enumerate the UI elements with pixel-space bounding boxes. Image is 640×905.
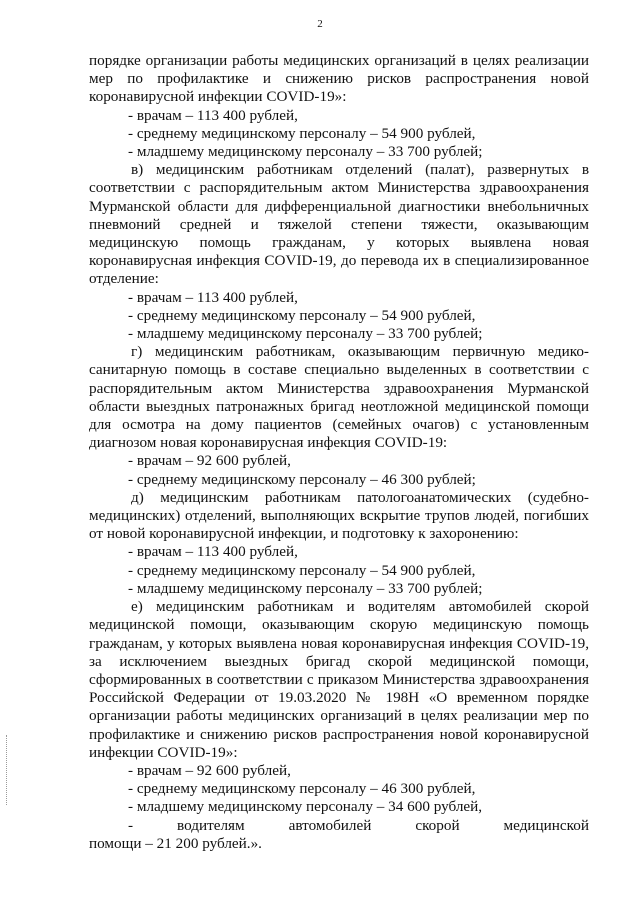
page-number: 2 xyxy=(317,18,323,30)
paragraph-g: г) медицинским работникам, оказывающим первичную медико-санитарную помощь в составе специально выделенных в соответствии с распорядительным актом Министерства здравоохранения Мурманской области выездных патронажных бригад неотложной медицинской помощи для осмотра на дому пациентов (семейных очагов) с установленным диагнозом новая коронавирусная инфекция COVID-19: xyxy=(89,343,589,452)
list-item-drivers-tail: помощи – 21 200 рублей.». xyxy=(89,834,262,852)
list-item: - младшему медицинскому персоналу – 34 600 рублей, xyxy=(128,798,483,816)
list-item: - врачам – 92 600 рублей, xyxy=(128,452,291,470)
paragraph-e: е) медицинским работникам и водителям автомобилей скорой медицинской помощи, оказывающим скорую медицинскую помощь гражданам, у которых выявлена новая коронавирусная инфекция COVID-19, за исключением выездных бригад скорой медицинской помощи, сформированных в соответствии с приказом Министерства здравоохранения Российской Федерации от 19.03.2020 № 198Н «О временном порядке организации работы медицинских организаций в целях реализации мер по профилактике и снижению рисков распространения новой коронавирусной инфекции COVID-19»: xyxy=(89,598,589,761)
list-item: - врачам – 113 400 рублей, xyxy=(128,288,298,306)
list-item: - младшему медицинскому персоналу – 33 700 рублей; xyxy=(128,143,483,161)
paragraph-v: в) медицинским работникам отделений (палат), развернутых в соответствии с распорядительным актом Министерства здравоохранения Мурманской области для дифференциальной диагностики внебольничных пневмоний средней и тяжелой степени тяжести, оказывающим медицинскую помощь гражданам, у которых выявлена новая коронавирусная инфекция COVID-19, до перевода их в специализированное отделение: xyxy=(89,161,589,288)
paragraph-d: д) медицинским работникам патологоанатомических (судебно-медицинских) отделений, выполняющих вскрытие трупов людей, погибших от новой коронавирусной инфекции, и подготовку к захоронению: xyxy=(89,488,589,543)
list-item-drivers: - водителям автомобилей скорой медицинской xyxy=(128,816,589,834)
list-item: - младшему медицинскому персоналу – 33 700 рублей; xyxy=(128,579,483,597)
list-item: - младшему медицинскому персоналу – 33 700 рублей; xyxy=(128,325,483,343)
list-item: - врачам – 113 400 рублей, xyxy=(128,543,298,561)
document-body xyxy=(89,52,589,853)
intro-paragraph: порядке организации работы медицинских организаций в целях реализации мер по профилактике и снижению рисков распространения новой коронавирусной инфекции COVID-19»: xyxy=(89,52,589,106)
scan-margin-mark xyxy=(6,735,8,805)
list-item: - врачам – 113 400 рублей, xyxy=(128,106,298,124)
list-item: - среднему медицинскому персоналу – 46 300 рублей; xyxy=(128,470,476,488)
list-item: - среднему медицинскому персоналу – 54 900 рублей, xyxy=(128,124,476,142)
list-item: - среднему медицинскому персоналу – 46 300 рублей, xyxy=(128,780,476,798)
list-item: - врачам – 92 600 рублей, xyxy=(128,761,291,779)
list-item: - среднему медицинскому персоналу – 54 900 рублей, xyxy=(128,561,476,579)
list-item: - среднему медицинскому персоналу – 54 900 рублей, xyxy=(128,306,476,324)
